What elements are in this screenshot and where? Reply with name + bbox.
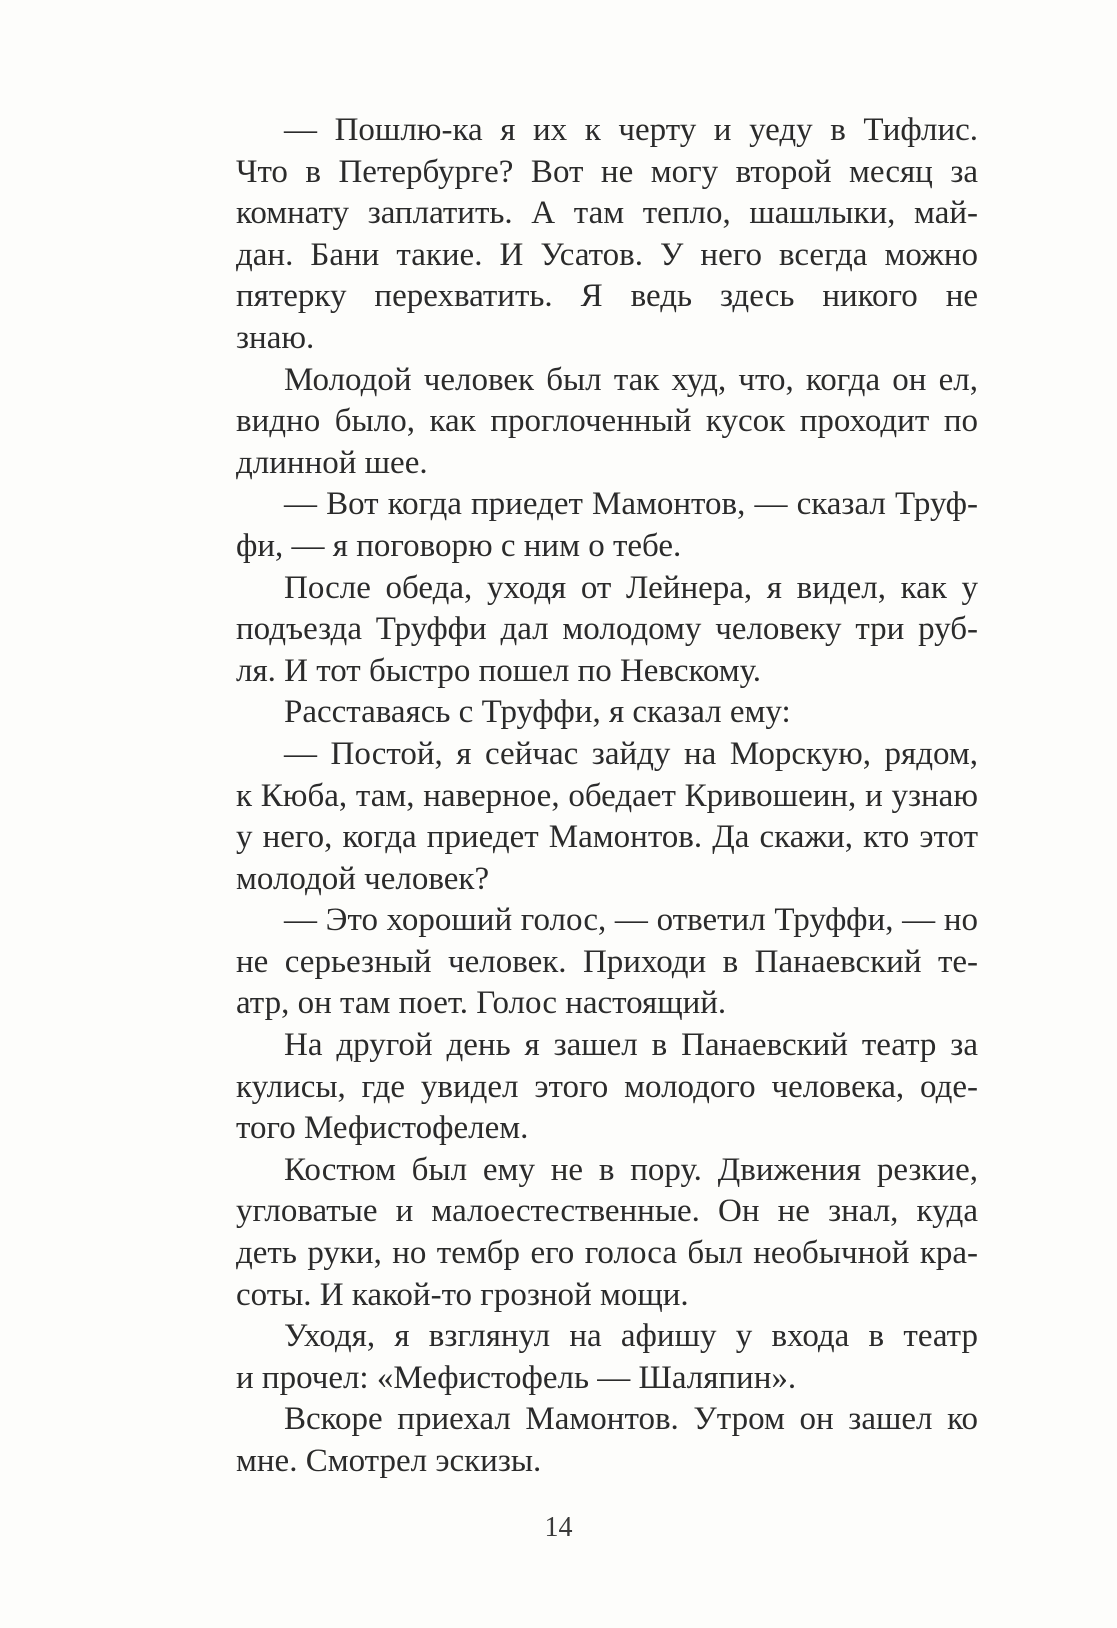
text-line: видно было, как проглоченный кусок проходит по: [236, 403, 978, 440]
text-line: не серьезный человек. Приходи в Панаевский те-: [236, 943, 978, 980]
text-line: кулисы, где увидел этого молодого человека, оде-: [236, 1068, 978, 1105]
text-line: Расставаясь с Труффи, я сказал ему:: [284, 694, 791, 731]
paragraph: [188, 360, 978, 485]
paragraph: [188, 1025, 978, 1150]
page-number: 14: [544, 1512, 573, 1543]
paragraph: [188, 568, 978, 693]
paragraph: [188, 692, 978, 734]
text-line: соты. И какой-то грозной мощи.: [236, 1276, 689, 1313]
paragraph: [188, 1150, 978, 1316]
paragraph: [188, 110, 978, 360]
text-line: фи, — я поговорю с ним о тебе.: [236, 527, 682, 564]
text-line: деть руки, но тембр его голоса был необычной кра-: [236, 1235, 978, 1272]
text-line: — Это хороший голос, — ответил Труффи, — но: [284, 902, 978, 939]
paragraph: [188, 734, 978, 900]
text-line: угловатые и малоестественные. Он не знал, куда: [236, 1193, 978, 1230]
text-line: Костюм был ему не в пору. Движения резкие,: [284, 1151, 978, 1188]
text-line: длинной шее.: [236, 444, 428, 481]
text-line: у него, когда приедет Мамонтов. Да скажи, кто этот: [236, 819, 978, 856]
paragraph: [188, 900, 978, 1025]
text-line: ля. И тот быстро пошел по Невскому.: [236, 652, 762, 689]
text-line: На другой день я зашел в Панаевский театр за: [284, 1027, 978, 1064]
paragraph: [188, 1399, 978, 1482]
text-line: знаю.: [236, 319, 315, 356]
text-line: — Постой, я сейчас зайду на Морскую, рядом,: [284, 735, 978, 772]
text-line: молодой человек?: [236, 860, 490, 897]
text-line: — Вот когда приедет Мамонтов, — сказал Труф-: [284, 486, 978, 523]
text-line: мне. Смотрел эскизы.: [236, 1443, 542, 1479]
text-line: После обеда, уходя от Лейнера, я видел, как у: [284, 569, 978, 606]
text-line: Что в Петербурге? Вот не могу второй месяц за: [236, 153, 978, 190]
body-text: [188, 110, 978, 1483]
text-line: подъезда Труффи дал молодому человеку три руб-: [236, 611, 978, 648]
text-line: комнату заплатить. А там тепло, шашлыки, май-: [236, 195, 978, 232]
text-line: Уходя, я взглянул на афишу у входа в театр: [284, 1318, 978, 1355]
text-line: Молодой человек был так худ, что, когда он ел,: [284, 361, 978, 398]
text-line: к Кюба, там, наверное, обедает Кривошеин, и узнаю: [236, 777, 978, 814]
paragraph: [188, 484, 978, 567]
paragraph: [188, 1316, 978, 1399]
text-line: атр, он там поет. Голос настоящий.: [236, 985, 727, 1022]
text-line: Вскоре приехал Мамонтов. Утром он зашел ко: [284, 1401, 978, 1438]
text-line: пятерку перехватить. Я ведь здесь никого не: [236, 278, 978, 315]
text-line: — Пошлю-ка я их к черту и уеду в Тифлис.: [284, 112, 978, 148]
text-line: и прочел: «Мефистофель — Шаляпин».: [236, 1359, 797, 1396]
text-line: того Мефистофелем.: [236, 1110, 529, 1147]
text-line: дан. Бани такие. И Усатов. У него всегда можно: [236, 236, 978, 273]
